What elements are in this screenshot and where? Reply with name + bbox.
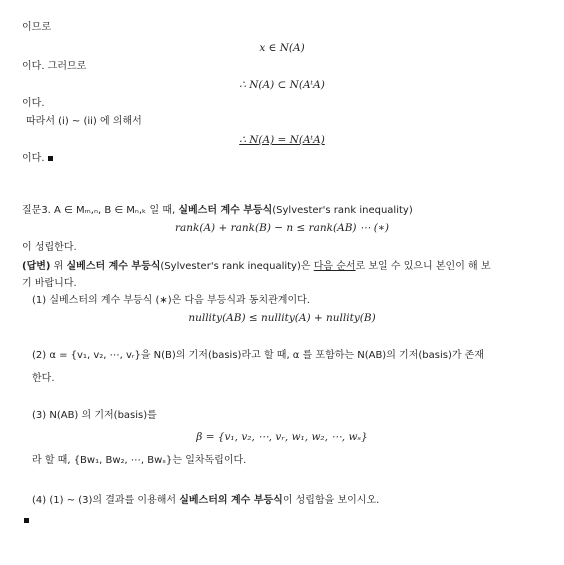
text-span: 위 [50, 261, 67, 272]
text-line: 한다. [32, 373, 55, 384]
step-3: (3) N(AB) 의 기저(basis)를 [32, 410, 157, 421]
question-prefix: 질문3. A ∈ Mₘ,ₙ, B ∈ Mₙ,ₖ 일 때, [22, 205, 179, 216]
end-mark-icon [24, 514, 29, 527]
text-line: 이다. [22, 98, 45, 109]
question-bold: 실베스터 계수 부등식 [178, 205, 273, 216]
text-line: 기 바랍니다. [22, 278, 77, 289]
formula: x ∈ N(A) [259, 42, 305, 54]
answer-line [22, 260, 491, 273]
step-4-bold: 실베스터의 계수 부등식 [179, 495, 283, 506]
question-heading [22, 204, 413, 217]
question-suffix: (Sylvester's rank inequality) [272, 205, 413, 216]
formula: rank(A) + rank(B) − n ≤ rank(AB) ⋯ (∗) [174, 222, 390, 234]
step-4 [32, 494, 379, 507]
formula: ∴ N(A) ⊂ N(AᵗA) [239, 79, 325, 91]
text-line: 따라서 (i) ~ (ii) 에 의해서 [26, 116, 142, 127]
text-span: 이 성립함을 보이시오. [282, 495, 380, 506]
text-line: 이 성립한다. [22, 242, 77, 253]
formula: β = {v₁, v₂, ⋯, vᵣ, w₁, w₂, ⋯, wₛ} [196, 431, 368, 443]
square-icon [24, 518, 29, 523]
text-line: 이다. 그러므로 [22, 61, 87, 72]
formula: ∴ N(A) = N(AᵗA) [239, 134, 325, 146]
answer-label: (답변) [22, 261, 51, 272]
step-2: (2) α = {v₁, v₂, ⋯, vᵣ}을 N(B)의 기저(basis)라고 할 때, α 를 포함하는 N(AB)의 기저(basis)가 존재 [32, 350, 485, 361]
text-line [22, 152, 53, 165]
underlined-text: 다음 순서 [313, 261, 356, 272]
text-line: 이므로 [22, 22, 51, 33]
text-span: (4) (1) ~ (3)의 결과를 이용해서 [32, 495, 180, 506]
text-span: 로 보일 수 있으니 본인이 해 보 [355, 261, 491, 272]
answer-bold: 실베스터 계수 부등식 [66, 261, 161, 272]
end-mark-icon [48, 156, 53, 161]
text-span: 이다. [22, 153, 45, 164]
text-line: 라 할 때, {Bw₁, Bw₂, ⋯, Bwₛ}는 일차독립이다. [32, 455, 247, 466]
formula: nullity(AB) ≤ nullity(A) + nullity(B) [188, 312, 376, 324]
text-span: (Sylvester's rank inequality)은 [160, 261, 314, 272]
step-1: (1) 실베스터의 계수 부등식 (∗)은 다음 부등식과 동치관계이다. [32, 295, 310, 306]
